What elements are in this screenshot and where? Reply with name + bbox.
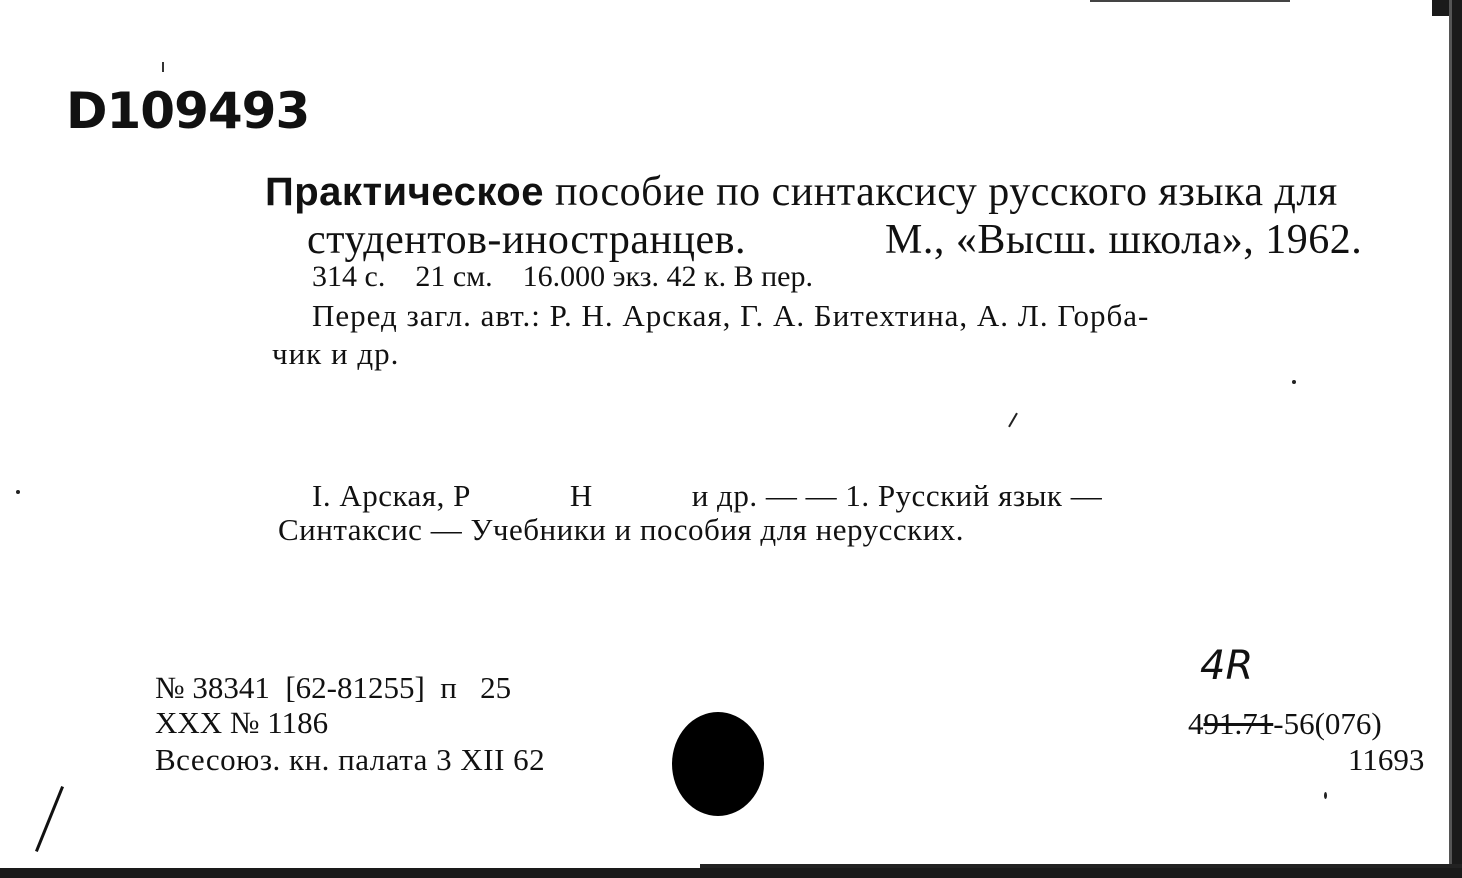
title-line-2: [307, 217, 1363, 263]
title-line-1: [265, 171, 1338, 213]
classification-number: [1188, 708, 1382, 739]
classification-prefix: 4: [1188, 706, 1204, 741]
tracings-line-2: Синтаксис — Учебники и пособия для нерусских.: [278, 512, 965, 547]
classification-struck-code: 91.71: [1203, 706, 1274, 741]
inventory-number: D109493: [66, 82, 310, 140]
title-bold-word: Практическое: [265, 170, 544, 214]
pen-mark: [162, 62, 164, 72]
book-chamber-stamp: Всесоюз. кн. палата 3 XII 62: [155, 742, 546, 777]
title-line-1-rest: пособие по синтаксису русского языка для: [544, 169, 1338, 215]
card-registration-number: № 38341 [62-81255] п 25: [155, 670, 512, 705]
card-top-edge: [1090, 0, 1290, 2]
pen-dot: [1324, 792, 1327, 799]
card-bottom-edge: [0, 868, 1462, 878]
publisher-info: М., «Высш. школа», 1962.: [885, 217, 1363, 263]
card-number: 11693: [1348, 742, 1425, 777]
card-right-edge: [1452, 0, 1462, 878]
tracings-line-1: I. Арская, Р Н и др. — — 1. Русский язык —: [312, 478, 1103, 513]
punch-hole: [672, 712, 764, 816]
card-series-number: ХХХ № 1186: [155, 705, 329, 740]
pen-dot: [1292, 380, 1296, 384]
pen-tick: [1008, 413, 1018, 428]
classification-suffix: -56(076): [1273, 706, 1382, 741]
title-subtitle: студентов-иностранцев.: [307, 217, 746, 263]
pen-slash: [35, 786, 64, 852]
handwritten-classification: 4R: [1200, 643, 1254, 689]
pen-dot: [16, 490, 20, 494]
imprint-line: 314 с. 21 см. 16.000 экз. 42 к. В пер.: [312, 260, 813, 293]
authors-line-2: чик и др.: [272, 336, 400, 371]
authors-line-1: Перед загл. авт.: Р. Н. Арская, Г. А. Битехтина, А. Л. Горба-: [312, 298, 1150, 333]
